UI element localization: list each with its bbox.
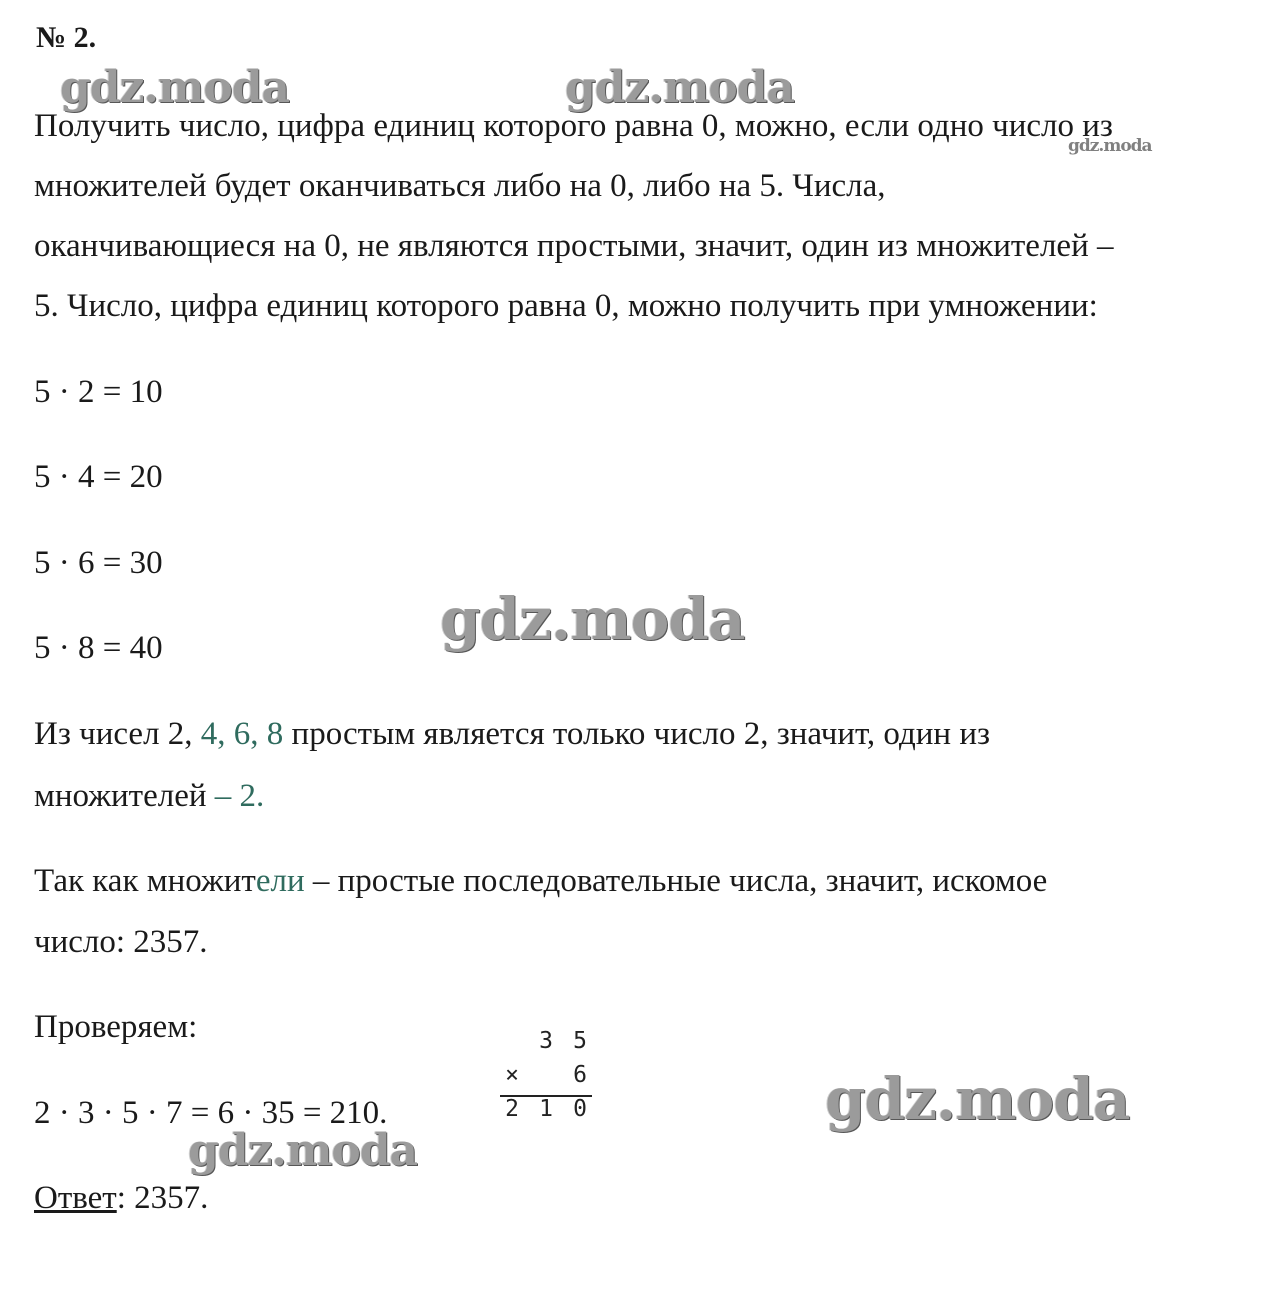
text-segment: Так как множит <box>34 863 256 899</box>
column-multiplication <box>500 1024 594 1126</box>
check-equation: 2 · 3 · 5 · 7 = 6 · 35 = 210. <box>34 1095 388 1131</box>
paragraph-line <box>34 861 1047 901</box>
text-segment: – простые последовательные числа, значит, искомое <box>304 863 1048 899</box>
highlighted-segment: – 2. <box>214 778 265 814</box>
answer-label: Ответ <box>34 1180 117 1216</box>
multiply-sign: × <box>505 1062 519 1088</box>
mult-digit: 1 <box>539 1096 553 1122</box>
watermark: gdz.moda <box>1068 136 1152 156</box>
highlighted-segment: ели <box>255 863 305 899</box>
equation-line: 5 · 6 = 30 <box>34 545 163 581</box>
paragraph-line: множителей будет оканчиваться либо на 0, либо на 5. Числа, <box>34 168 886 204</box>
mult-digit: 3 <box>539 1028 553 1054</box>
watermark: gdz.moda <box>440 585 745 653</box>
paragraph-line: Получить число, цифра единиц которого равна 0, можно, если одно число из <box>34 108 1113 144</box>
equation-line: 5 · 2 = 10 <box>34 374 163 410</box>
watermark: gdz.moda <box>60 62 290 113</box>
problem-title: № 2. <box>36 21 97 54</box>
mult-digit: 5 <box>573 1028 587 1054</box>
text-segment: Из чисел 2, <box>34 716 201 752</box>
paragraph-line: 5. Число, цифра единиц которого равна 0, можно получить при умножении: <box>34 288 1098 324</box>
check-label: Проверяем: <box>34 1009 198 1045</box>
equation-line: 5 · 8 = 40 <box>34 630 163 666</box>
paragraph-line: число: 2357. <box>34 924 208 960</box>
watermark: gdz.moda <box>565 62 795 113</box>
paragraph-line: оканчивающиеся на 0, не являются простыми, значит, один из множителей – <box>34 228 1114 264</box>
watermark: gdz.moda <box>825 1065 1130 1133</box>
text-segment: множителей <box>34 778 215 814</box>
paragraph-line <box>34 714 990 754</box>
mult-digit: 2 <box>505 1096 519 1122</box>
answer-value: : 2357. <box>116 1180 209 1216</box>
paragraph-line <box>34 776 264 816</box>
watermark: gdz.moda <box>188 1125 418 1176</box>
answer-line <box>34 1178 208 1218</box>
equation-line: 5 · 4 = 20 <box>34 459 163 495</box>
mult-digit: 0 <box>573 1096 587 1122</box>
text-segment: простым является только число 2, значит, один из <box>291 716 991 752</box>
mult-digit: 6 <box>573 1062 587 1088</box>
highlighted-segment: 4, 6, 8 <box>200 716 292 752</box>
